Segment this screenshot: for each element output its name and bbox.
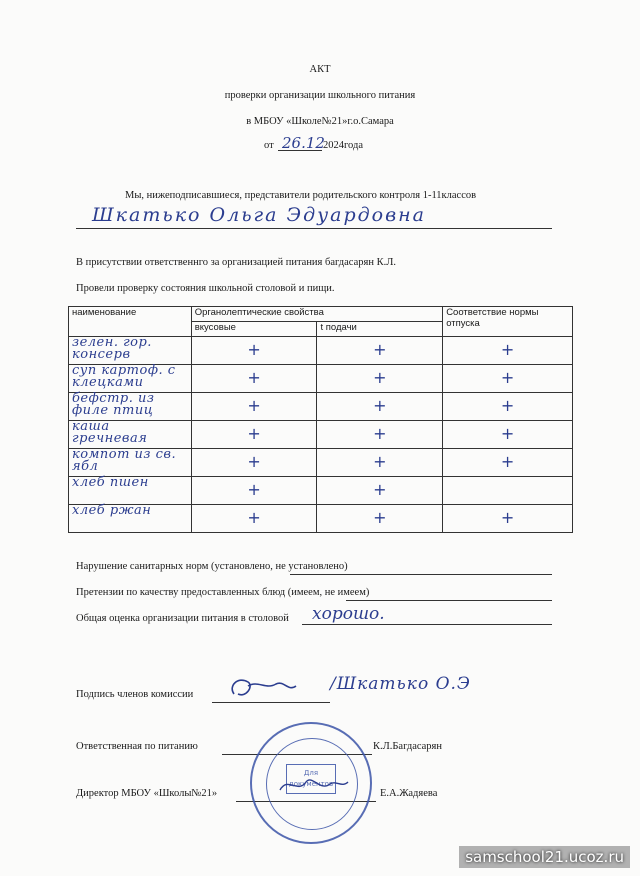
temp-mark: + [373,452,387,471]
header-organoleptic: Органолептические свойства [191,307,442,322]
overall-value: хорошо. [312,604,385,624]
director-label: Директор МБОУ «Школы№21» [76,788,218,799]
header-taste: вкусовые [191,322,317,337]
violation-underline [290,574,552,575]
director-signature-icon [276,770,352,800]
dish-name: бефстр. из филе птиц [72,391,155,418]
intro-text: Мы, нижеподписавшиеся, представители родительского контроля 1-11классов [125,190,477,201]
dish-name: зелен. гор. консерв [72,335,152,362]
overall-label: Общая оценка организации питания в столовой [76,613,289,624]
dish-name: хлеб ржан [72,503,152,518]
table-row [69,505,573,533]
taste-mark: + [247,508,261,527]
inspection-table [68,306,573,533]
dish-name: суп картоф. с клецками [72,363,176,390]
table-row [69,421,573,449]
date-underline [278,150,322,151]
watermark: samschool21.ucoz.ru [459,846,630,868]
header-temp: t подачи [317,322,443,337]
norm-mark: + [500,508,515,527]
norm-mark: + [500,396,515,415]
taste-mark: + [247,368,261,387]
date-handwritten: 26.12 [282,134,325,152]
dish-name: компот из св. ябл [72,447,177,474]
date-prefix: от [264,140,274,151]
taste-mark: + [247,424,261,443]
claims-underline [346,600,552,601]
act-title: АКТ [309,64,331,75]
claims-text: Претензии по качеству предоставленных блюд (имеем, не имеем) [76,587,370,598]
taste-mark: + [247,452,261,471]
taste-mark: + [247,480,261,499]
norm-mark: + [500,368,515,387]
taste-mark: + [247,340,261,359]
table-row [69,365,573,393]
temp-mark: + [373,396,387,415]
table-row [69,393,573,421]
representative-underline [76,228,552,229]
responsible-label: Ответственная по питанию [76,741,198,752]
dish-name: хлеб пшен [72,475,149,490]
date-suffix: 2024года [323,140,363,151]
temp-mark: + [373,480,387,499]
violation-text: Нарушение санитарных норм (установлено, не установлено) [76,561,348,572]
representative-name: Шкатько Ольга Эдуардовна [92,204,427,226]
school-line: в МБОУ «Школе№21»г.о.Самара [246,116,394,127]
director-name: Е.А.Жадяева [380,788,438,799]
table-row [69,449,573,477]
taste-mark: + [247,396,261,415]
header-norm: Соответствие нормы отпуска [443,307,573,337]
commission-signature-icon [224,672,304,706]
check-text: Провели проверку состояния школьной столовой и пищи. [76,283,335,294]
norm-mark: + [500,340,515,359]
commission-name: /Шкатько О.Э [330,674,471,694]
header-name: наименование [69,307,192,337]
temp-mark: + [373,340,387,359]
overall-underline [302,624,552,625]
dish-name: каша гречневая [72,419,148,446]
table-row [69,337,573,365]
commission-label: Подпись членов комиссии [76,689,194,700]
table-row [69,477,573,505]
seal-label: Для документов [286,764,336,794]
norm-mark: + [500,452,515,471]
temp-mark: + [373,508,387,527]
temp-mark: + [373,424,387,443]
presence-text: В присутствии ответственнго за организацией питания багдасарян К.Л. [76,257,396,268]
responsible-name: К.Л.Багдасарян [373,741,442,752]
temp-mark: + [373,368,387,387]
act-subtitle: проверки организации школьного питания [224,90,416,101]
commission-underline [212,702,330,703]
norm-mark: + [500,424,515,443]
